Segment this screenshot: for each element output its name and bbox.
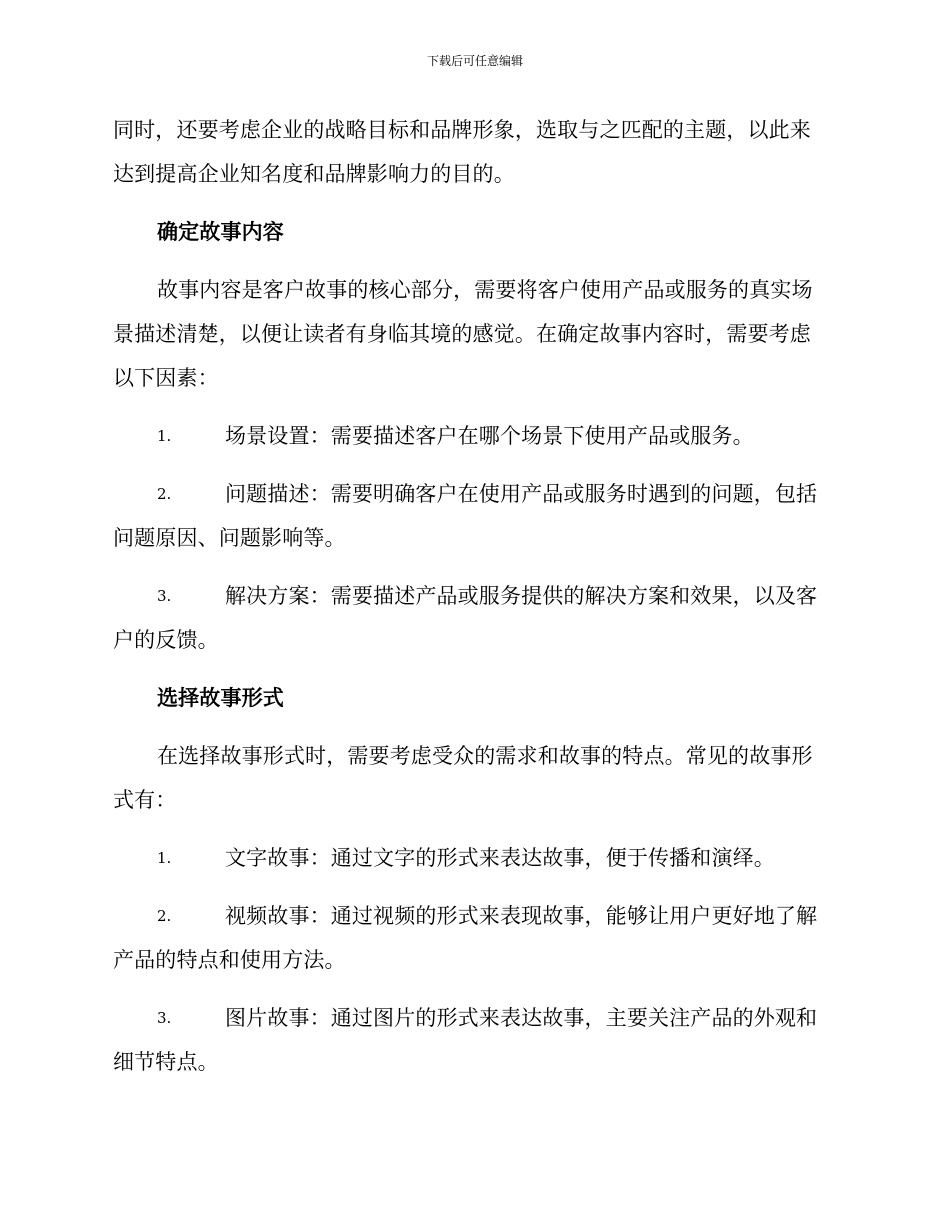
paragraph-line: 达到提高企业知名度和品牌影响力的目的。 <box>113 162 515 186</box>
paragraph-line: 景描述清楚，以便让读者有身临其境的感觉。在确定故事内容时，需要考虑 <box>113 322 811 346</box>
list-item-number: 2. <box>157 485 172 503</box>
list-item-text: 视频故事：通过视频的形式来表现故事，能够让用户更好地了解 <box>225 904 818 928</box>
list-item-number: 3. <box>157 587 172 605</box>
list-item-number: 1. <box>157 849 172 867</box>
list-item-number: 2. <box>157 907 172 925</box>
list-item-text: 解决方案：需要描述产品或服务提供的解决方案和效果，以及客 <box>225 584 818 608</box>
page-header: 下载后可任意编辑 <box>426 54 523 68</box>
list-item-text: 场景设置：需要描述客户在哪个场景下使用产品或服务。 <box>225 424 754 448</box>
paragraph-line: 在选择故事形式时，需要考虑受众的需求和故事的特点。常见的故事形 <box>157 744 813 768</box>
paragraph-line: 式有： <box>113 788 177 812</box>
paragraph-line: 同时，还要考虑企业的战略目标和品牌形象，选取与之匹配的主题，以此来 <box>113 118 811 142</box>
paragraph-line: 故事内容是客户故事的核心部分，需要将客户使用产品或服务的真实场 <box>157 278 813 302</box>
list-item-text: 细节特点。 <box>113 1050 219 1074</box>
list-item-text: 户的反馈。 <box>113 628 219 652</box>
section-heading: 选择故事形式 <box>157 685 284 710</box>
list-item-number: 3. <box>157 1009 172 1027</box>
list-item-text: 图片故事：通过图片的形式来表达故事，主要关注产品的外观和 <box>225 1006 818 1030</box>
list-item-number: 1. <box>157 427 172 445</box>
list-item-text: 文字故事：通过文字的形式来表达故事，便于传播和演绎。 <box>225 846 775 870</box>
section-heading: 确定故事内容 <box>157 219 284 244</box>
list-item-text: 问题描述：需要明确客户在使用产品或服务时遇到的问题，包括 <box>225 482 818 506</box>
list-item-text: 问题原因、问题影响等。 <box>113 526 346 550</box>
paragraph-line: 以下因素： <box>113 366 219 390</box>
list-item-text: 产品的特点和使用方法。 <box>113 948 346 972</box>
